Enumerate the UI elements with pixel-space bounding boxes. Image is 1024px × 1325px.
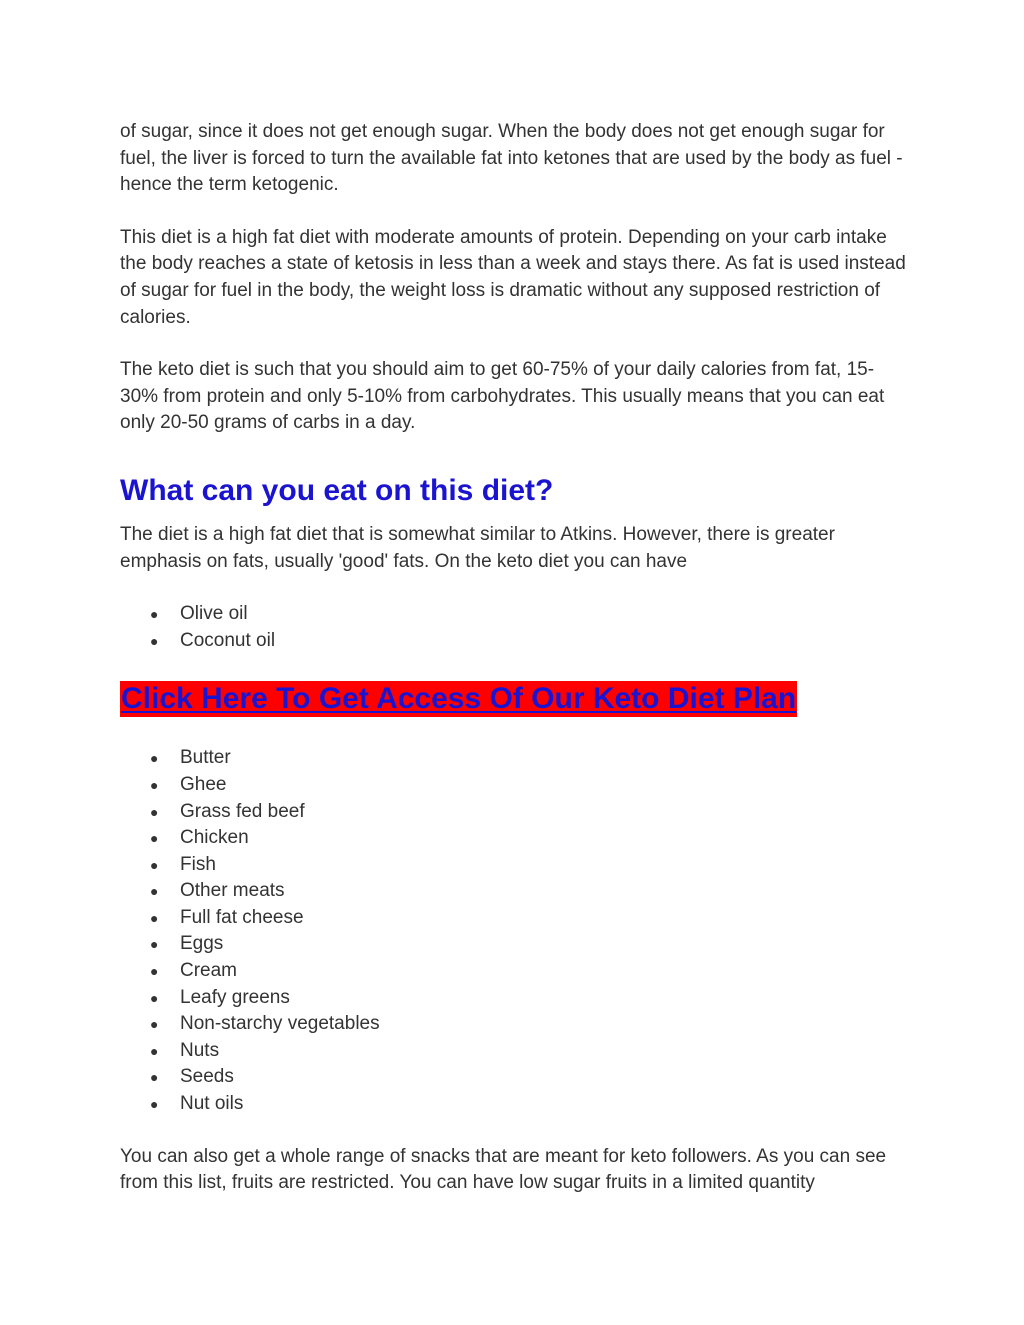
list-item-label: Seeds <box>180 1066 234 1088</box>
section-heading: What can you eat on this diet? <box>120 473 554 507</box>
bullet-icon: ● <box>150 1042 159 1059</box>
bullet-icon: ● <box>150 1069 159 1086</box>
list-item-label: Chicken <box>180 827 249 849</box>
bullet-icon: ● <box>150 830 159 847</box>
list-item-label: Full fat cheese <box>180 906 304 928</box>
list-item-label: Cream <box>180 960 238 982</box>
list-item <box>120 852 910 879</box>
bullet-icon: ● <box>150 1016 159 1033</box>
list-item <box>120 601 910 628</box>
paragraph-macros: The keto diet is such that you should aim to get 60-75% of your daily calories from fat, 15-30% from protein and only 5-10% from carbohydrates. This usually means that you can eat only 20-50 grams of carbs in a day. <box>120 359 885 434</box>
list-item <box>120 628 910 655</box>
paragraph-snacks: You can also get a whole range of snacks that are meant for keto followers. As you can see from this list, fruits are restricted. You can have low sugar fruits in a limited quantity <box>120 1145 887 1194</box>
list-item <box>120 905 910 932</box>
bullet-icon: ● <box>150 909 159 926</box>
list-item <box>120 1064 910 1091</box>
bullet-icon: ● <box>150 632 159 649</box>
list-item-label: Grass fed beef <box>180 800 305 822</box>
list-item <box>120 772 910 799</box>
cta-container <box>120 681 910 721</box>
list-item-label: Olive oil <box>180 603 248 625</box>
bullet-icon: ● <box>150 856 159 873</box>
list-item-label: Leafy greens <box>180 986 290 1008</box>
list-item <box>120 985 910 1012</box>
list-item <box>120 958 910 985</box>
list-item-label: Ghee <box>180 773 227 795</box>
food-list-main <box>120 745 910 1117</box>
bullet-icon: ● <box>150 989 159 1006</box>
paragraph-high-fat-diet: This diet is a high fat diet with moderate amounts of protein. Depending on your carb intake the body reaches a state of ketosis in less than a week and stays there. As fat is used instead of sugar for fuel in the body, the weight loss is dramatic without any supposed restriction of calories. <box>120 226 906 328</box>
bullet-icon: ● <box>150 1096 159 1113</box>
list-item-label: Butter <box>180 747 231 769</box>
bullet-icon: ● <box>150 803 159 820</box>
list-item <box>120 825 910 852</box>
list-item <box>120 1011 910 1038</box>
food-list-oils <box>120 601 910 654</box>
keto-diet-plan-link[interactable]: Click Here To Get Access Of Our Keto Diet Plan <box>121 682 797 716</box>
list-item <box>120 745 910 772</box>
paragraph-what-to-eat: The diet is a high fat diet that is somewhat similar to Atkins. However, there is greater emphasis on fats, usually 'good' fats. On the keto diet you can have <box>120 523 835 572</box>
list-item <box>120 1038 910 1065</box>
list-item-label: Coconut oil <box>180 629 276 651</box>
bullet-icon: ● <box>150 883 159 900</box>
list-item <box>120 878 910 905</box>
bullet-icon: ● <box>150 750 159 767</box>
list-item <box>120 1091 910 1118</box>
list-item-label: Other meats <box>180 880 285 902</box>
document-page <box>120 119 910 1197</box>
paragraph-ketogenic-intro: of sugar, since it does not get enough sugar. When the body does not get enough sugar for fuel, the liver is forced to turn the available fat into ketones that are used by the body as fuel - hence the term ketogenic. <box>120 121 903 196</box>
bullet-icon: ● <box>150 776 159 793</box>
bullet-icon: ● <box>150 963 159 980</box>
list-item-label: Nuts <box>180 1039 220 1061</box>
list-item-label: Fish <box>180 853 216 875</box>
list-item <box>120 799 910 826</box>
list-item-label: Eggs <box>180 933 224 955</box>
bullet-icon: ● <box>150 936 159 953</box>
list-item-label: Nut oils <box>180 1093 244 1115</box>
bullet-icon: ● <box>150 606 159 623</box>
list-item-label: Non-starchy vegetables <box>180 1013 380 1035</box>
list-item <box>120 931 910 958</box>
